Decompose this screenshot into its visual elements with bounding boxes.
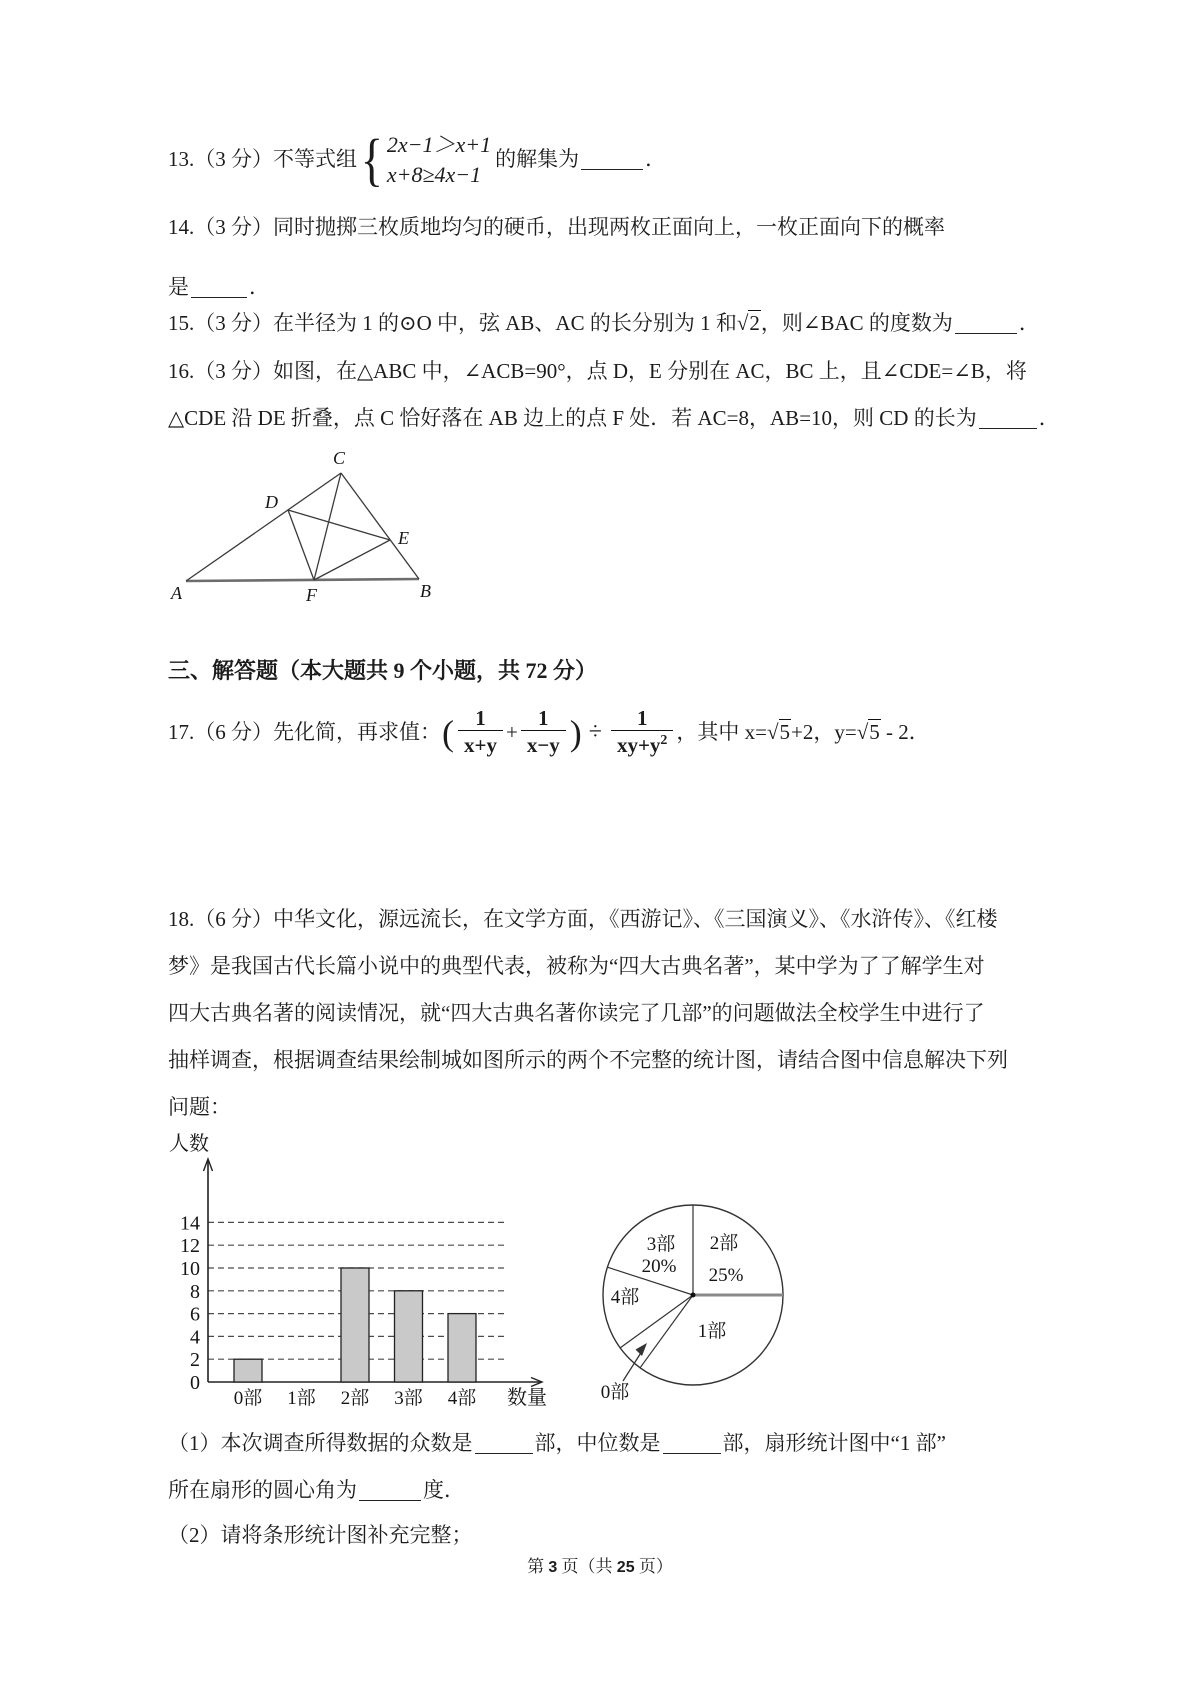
y-tick-label: 14 — [180, 1212, 200, 1235]
y-tick-label: 6 — [190, 1303, 200, 1326]
question-17 — [168, 706, 930, 759]
question-16-line2: △CDE 沿 DE 折叠，点 C 恰好落在 AB 边上的点 F 处．若 AC=8，AB=10，则 CD 的长为 ． — [168, 406, 1060, 430]
vertex-label-F: F — [306, 585, 317, 605]
segment-DE — [288, 510, 390, 540]
question-13-tail: 的解集为 ． — [495, 146, 667, 171]
bar-2部 — [341, 1268, 369, 1382]
y-tick-label: 0 — [190, 1372, 200, 1394]
fraction-3: $\frac{1}{xy+y^2}$ — [611, 706, 673, 759]
open-paren: ( — [442, 712, 454, 753]
answer-blank — [191, 276, 247, 298]
question-18-line4: 抽样调查，根据调查结果绘制城如图所示的两个不完整的统计图，请结合图中信息解决下列 — [168, 1048, 1008, 1072]
bar-chart — [155, 1130, 555, 1415]
slice-pct-label: 25% — [708, 1265, 744, 1286]
question-18-line1: 18.（6 分）中华文化，源远流长，在文学方面，《西游记》、《三国演义》、《水浒传》、《红楼 — [168, 907, 998, 931]
y-tick-label: 2 — [190, 1349, 200, 1372]
sqrt-5: √5 — [856, 719, 880, 744]
question-17-tail: ，其中 x=√5+2，y=√5 - 2． — [676, 719, 930, 744]
division-sign: ÷ — [588, 719, 602, 746]
question-16-line1: 16.（3 分）如图，在△ABC 中，∠ACB=90°，点 D，E 分别在 AC，BC 上，且∠CDE=∠B，将 — [168, 359, 1027, 383]
answer-blank — [663, 1432, 721, 1454]
x-tick-label: 0部 — [233, 1388, 263, 1409]
bar-4部 — [448, 1314, 476, 1382]
answer-blank — [581, 148, 643, 170]
plus-sign: + — [505, 719, 518, 744]
side-CB — [341, 473, 419, 579]
system-brace: { — [360, 126, 384, 192]
page-footer: 第 3 页（共 25 页） — [527, 1557, 673, 1576]
y-axis-title: 人数 — [169, 1133, 209, 1155]
slice-label-3部: 3部 — [646, 1234, 676, 1255]
question-14-line1: 14.（3 分）同时抛掷三枚质地均匀的硬币，出现两枚正面向上，一枚正面向下的概率 — [168, 215, 945, 239]
x-tick-label: 2部 — [340, 1388, 370, 1409]
fraction-1: $\frac{1}{x+y}$ — [458, 706, 503, 759]
question-13 — [168, 126, 667, 192]
question-15: 15.（3 分）在半径为 1 的⊙O 中，弦 AB、AC 的长分别为 1 和√2，则∠BAC 的度数为 ． — [168, 311, 1040, 335]
question-18-line5: 问题： — [168, 1095, 231, 1119]
answer-blank — [475, 1432, 533, 1454]
slice-boundary — [640, 1295, 693, 1368]
y-tick-label: 12 — [180, 1235, 200, 1258]
question-14-line2: 是 ． — [168, 275, 270, 299]
answer-blank — [955, 312, 1017, 334]
x-tick-label: 1部 — [287, 1388, 316, 1409]
vertex-label-D: D — [265, 492, 278, 512]
sub-question-1-line2: 所在扇形的圆心角为 度． — [168, 1478, 465, 1502]
sqrt-5: √5 — [767, 719, 791, 744]
slice-pct-label: 20% — [641, 1256, 677, 1277]
slice-label-4部: 4部 — [610, 1287, 640, 1308]
total-pages: 25 — [616, 1559, 635, 1576]
question-18-line2: 梦》是我国古代长篇小说中的典型代表，被称为“四大古典名著”，某中学为了了解学生对 — [168, 954, 985, 978]
question-18-line3: 四大古典名著的阅读情况，就“四大古典名著你读完了几部”的问题做法全校学生中进行了 — [168, 1001, 985, 1025]
pie-0bu-arrow-head — [636, 1343, 648, 1356]
segment-EF — [314, 540, 390, 580]
answer-blank — [359, 1479, 421, 1501]
vertex-label-E: E — [398, 528, 409, 548]
x-tick-label: 4部 — [447, 1388, 477, 1409]
inequality-2: x+8≥4x−1 — [386, 161, 482, 187]
bar-3部 — [395, 1291, 423, 1382]
question-13-label: 13.（3 分）不等式组 — [168, 146, 357, 171]
inequality-1: 2x−1＞x+1 — [386, 132, 492, 157]
y-tick-label: 8 — [190, 1280, 200, 1303]
pie-chart — [552, 1165, 852, 1410]
vertex-label-C: C — [333, 448, 346, 468]
slice-label-1部: 1部 — [697, 1321, 727, 1342]
bar-0部 — [234, 1359, 262, 1382]
section-3-heading: 三、解答题（本大题共 9 个小题，共 72 分） — [168, 658, 598, 683]
inequality-system — [387, 130, 491, 189]
x-tick-label: 3部 — [394, 1388, 423, 1409]
sub-question-1-line1: （1）本次调查所得数据的众数是 部，中位数是 部，扇形统计图中“1 部” — [168, 1431, 946, 1455]
slice-label-0部: 0部 — [600, 1382, 630, 1403]
fraction-2: $\frac{1}{x-y}$ — [521, 706, 566, 759]
vertex-label-B: B — [420, 581, 431, 601]
sub-question-2: （2）请将条形统计图补充完整； — [168, 1523, 473, 1547]
answer-blank — [979, 407, 1037, 429]
sqrt-2: √2 — [736, 311, 760, 335]
vertex-label-A: A — [171, 583, 182, 603]
question-16-figure — [163, 448, 448, 608]
segment-DF — [288, 510, 314, 580]
x-axis-title: 数量 — [507, 1387, 547, 1409]
page-number: 3 — [548, 1559, 558, 1576]
pie-center-dot — [691, 1293, 696, 1298]
question-17-lead: 17.（6 分）先化简，再求值： — [168, 719, 441, 744]
side-AB — [186, 579, 419, 581]
close-paren: ) — [569, 712, 582, 753]
y-tick-label: 4 — [190, 1326, 200, 1349]
y-tick-label: 10 — [180, 1258, 200, 1280]
slice-label-2部: 2部 — [709, 1233, 739, 1254]
